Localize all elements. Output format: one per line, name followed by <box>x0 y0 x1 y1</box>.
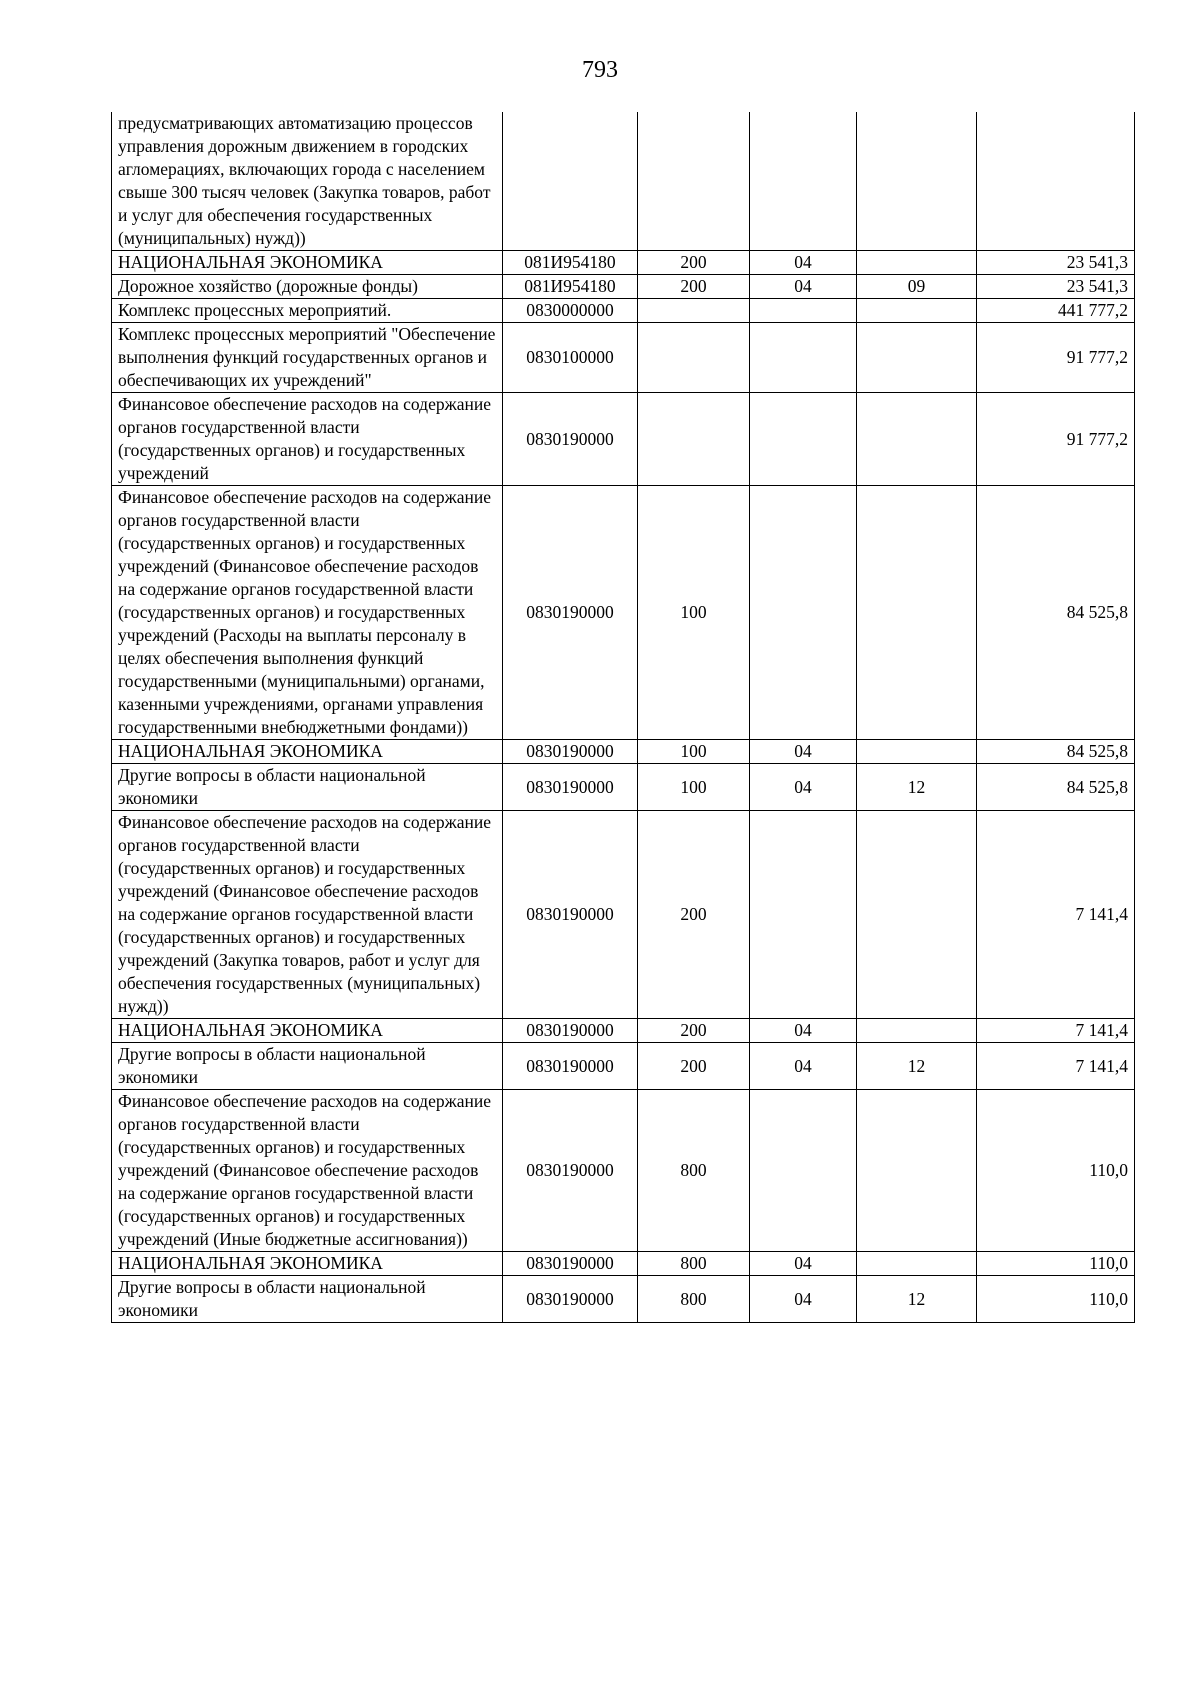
row-vr: 800 <box>638 1090 750 1252</box>
row-amount: 110,0 <box>977 1252 1135 1276</box>
row-amount <box>977 112 1135 251</box>
row-code: 0830190000 <box>503 1276 638 1323</box>
row-vr: 100 <box>638 764 750 811</box>
row-amount: 110,0 <box>977 1276 1135 1323</box>
row-subsection <box>857 251 977 275</box>
row-vr: 100 <box>638 740 750 764</box>
row-section: 04 <box>750 1252 857 1276</box>
row-section: 04 <box>750 1043 857 1090</box>
row-subsection <box>857 486 977 740</box>
row-subsection: 12 <box>857 1043 977 1090</box>
table-row <box>112 275 1135 299</box>
row-vr: 200 <box>638 1019 750 1043</box>
row-vr: 800 <box>638 1276 750 1323</box>
table-row <box>112 811 1135 1019</box>
row-section <box>750 112 857 251</box>
row-vr: 200 <box>638 811 750 1019</box>
row-subsection <box>857 740 977 764</box>
row-code: 0830100000 <box>503 323 638 393</box>
row-vr: 100 <box>638 486 750 740</box>
row-vr <box>638 112 750 251</box>
table-row <box>112 1043 1135 1090</box>
row-code: 081И954180 <box>503 251 638 275</box>
row-amount: 91 777,2 <box>977 393 1135 486</box>
row-code: 0830190000 <box>503 1252 638 1276</box>
row-section: 04 <box>750 251 857 275</box>
row-vr <box>638 299 750 323</box>
row-code: 0830190000 <box>503 393 638 486</box>
table-row <box>112 1019 1135 1043</box>
row-code: 0830190000 <box>503 740 638 764</box>
row-code: 081И954180 <box>503 275 638 299</box>
row-amount: 84 525,8 <box>977 740 1135 764</box>
row-section: 04 <box>750 1276 857 1323</box>
row-amount: 7 141,4 <box>977 1019 1135 1043</box>
row-section <box>750 486 857 740</box>
row-amount: 441 777,2 <box>977 299 1135 323</box>
table-row <box>112 112 1135 251</box>
row-section <box>750 1090 857 1252</box>
row-section: 04 <box>750 764 857 811</box>
row-name: Комплекс процессных мероприятий. <box>112 299 503 323</box>
row-code: 0830190000 <box>503 764 638 811</box>
table-row <box>112 393 1135 486</box>
row-subsection <box>857 811 977 1019</box>
row-amount: 84 525,8 <box>977 486 1135 740</box>
row-amount: 84 525,8 <box>977 764 1135 811</box>
row-amount: 7 141,4 <box>977 811 1135 1019</box>
table-row <box>112 323 1135 393</box>
row-name: Финансовое обеспечение расходов на содержание органов государственной власти (государственных органов) и государственных учреждений (Финансовое обеспечение расходов на содержание органов государственной власти (государственных органов) и государственных учреждений (Иные бюджетные ассигнования)) <box>112 1090 503 1252</box>
table-row <box>112 486 1135 740</box>
table-row <box>112 1276 1135 1323</box>
row-code <box>503 112 638 251</box>
row-subsection <box>857 323 977 393</box>
row-name: Финансовое обеспечение расходов на содержание органов государственной власти (государственных органов) и государственных учреждений (Финансовое обеспечение расходов на содержание органов государственной власти (государственных органов) и государственных учреждений (Расходы на выплаты персоналу в целях обеспечения выполнения функций государственными (муниципальными) органами, казенными учреждениями, органами управления государственными внебюджетными фондами)) <box>112 486 503 740</box>
row-vr: 200 <box>638 251 750 275</box>
row-code: 0830190000 <box>503 811 638 1019</box>
table-row <box>112 299 1135 323</box>
row-section <box>750 299 857 323</box>
table-row <box>112 251 1135 275</box>
table-row <box>112 740 1135 764</box>
row-section <box>750 393 857 486</box>
row-amount: 7 141,4 <box>977 1043 1135 1090</box>
row-code: 0830190000 <box>503 1090 638 1252</box>
table-row <box>112 1252 1135 1276</box>
row-subsection: 12 <box>857 1276 977 1323</box>
row-name: Другие вопросы в области национальной экономики <box>112 764 503 811</box>
row-subsection <box>857 1090 977 1252</box>
row-subsection <box>857 393 977 486</box>
row-code: 0830190000 <box>503 486 638 740</box>
row-section <box>750 811 857 1019</box>
table-row <box>112 1090 1135 1252</box>
row-vr <box>638 393 750 486</box>
row-section: 04 <box>750 275 857 299</box>
row-amount: 91 777,2 <box>977 323 1135 393</box>
row-subsection: 12 <box>857 764 977 811</box>
row-name: НАЦИОНАЛЬНАЯ ЭКОНОМИКА <box>112 1252 503 1276</box>
row-name: Дорожное хозяйство (дорожные фонды) <box>112 275 503 299</box>
row-name: Финансовое обеспечение расходов на содержание органов государственной власти (государственных органов) и государственных учреждений (Финансовое обеспечение расходов на содержание органов государственной власти (государственных органов) и государственных учреждений (Закупка товаров, работ и услуг для обеспечения государственных (муниципальных) нужд)) <box>112 811 503 1019</box>
row-amount: 110,0 <box>977 1090 1135 1252</box>
row-subsection <box>857 1019 977 1043</box>
budget-table <box>111 112 1135 1323</box>
row-vr: 800 <box>638 1252 750 1276</box>
row-name: Другие вопросы в области национальной экономики <box>112 1043 503 1090</box>
row-code: 0830000000 <box>503 299 638 323</box>
row-name: НАЦИОНАЛЬНАЯ ЭКОНОМИКА <box>112 1019 503 1043</box>
row-subsection <box>857 112 977 251</box>
row-name: предусматривающих автоматизацию процессов управления дорожным движением в городских агломерациях, включающих города с населением свыше 300 тысяч человек (Закупка товаров, работ и услуг для обеспечения государственных (муниципальных) нужд)) <box>112 112 503 251</box>
row-section: 04 <box>750 1019 857 1043</box>
table-row <box>112 764 1135 811</box>
row-name: НАЦИОНАЛЬНАЯ ЭКОНОМИКА <box>112 251 503 275</box>
row-amount: 23 541,3 <box>977 275 1135 299</box>
row-vr: 200 <box>638 1043 750 1090</box>
row-name: Комплекс процессных мероприятий "Обеспечение выполнения функций государственных органов и обеспечивающих их учреждений" <box>112 323 503 393</box>
row-name: НАЦИОНАЛЬНАЯ ЭКОНОМИКА <box>112 740 503 764</box>
row-subsection: 09 <box>857 275 977 299</box>
row-code: 0830190000 <box>503 1043 638 1090</box>
row-section <box>750 323 857 393</box>
page-number: 793 <box>582 57 618 83</box>
row-subsection <box>857 1252 977 1276</box>
row-vr <box>638 323 750 393</box>
row-name: Другие вопросы в области национальной экономики <box>112 1276 503 1323</box>
row-code: 0830190000 <box>503 1019 638 1043</box>
row-name: Финансовое обеспечение расходов на содержание органов государственной власти (государственных органов) и государственных учреждений <box>112 393 503 486</box>
row-section: 04 <box>750 740 857 764</box>
row-subsection <box>857 299 977 323</box>
row-vr: 200 <box>638 275 750 299</box>
row-amount: 23 541,3 <box>977 251 1135 275</box>
